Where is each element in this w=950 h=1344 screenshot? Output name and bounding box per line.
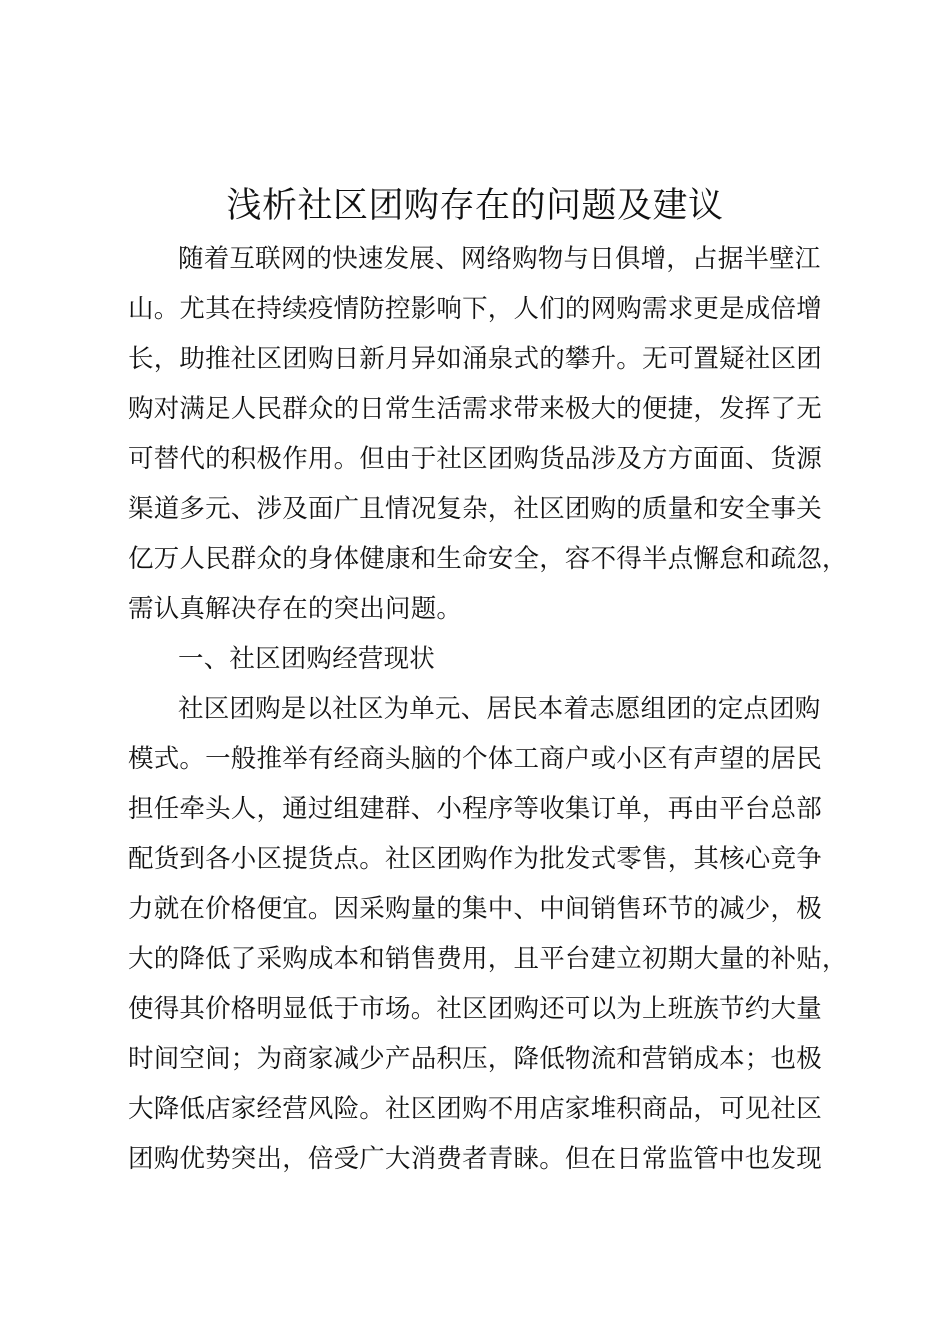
paragraph-status-line: 担任牵头人，通过组建群、小程序等收集订单，再由平台总部 <box>128 794 822 824</box>
paragraph-intro-line: 需认真解决存在的突出问题。 <box>128 594 463 624</box>
document-title: 浅析社区团购存在的问题及建议 <box>226 186 724 226</box>
paragraph-status-line: 社区团购是以社区为单元、居民本着志愿组团的定点团购 <box>178 694 821 724</box>
paragraph-status-line: 模式。一般推举有经商头脑的个体工商户或小区有声望的居民 <box>128 744 822 774</box>
paragraph-intro-line: 亿万人民群众的身体健康和生命安全，容不得半点懈怠和疏忽， <box>128 544 848 574</box>
paragraph-status-line: 大的降低了采购成本和销售费用，且平台建立初期大量的补贴， <box>128 944 848 974</box>
paragraph-intro-line: 长，助推社区团购日新月异如涌泉式的攀升。无可置疑社区团 <box>128 344 822 374</box>
paragraph-status-line: 使得其价格明显低于市场。社区团购还可以为上班族节约大量 <box>128 994 822 1024</box>
paragraph-intro-line: 购对满足人民群众的日常生活需求带来极大的便捷，发挥了无 <box>128 394 822 424</box>
paragraph-intro-line: 随着互联网的快速发展、网络购物与日俱增，占据半壁江 <box>178 244 821 274</box>
paragraph-status-line: 团购优势突出，倍受广大消费者青睐。但在日常监管中也发现 <box>128 1144 822 1174</box>
paragraph-status-line: 配货到各小区提货点。社区团购作为批发式零售，其核心竞争 <box>128 844 822 874</box>
paragraph-status-line: 力就在价格便宜。因采购量的集中、中间销售环节的减少，极 <box>128 894 822 924</box>
document-body <box>128 234 863 1184</box>
paragraph-intro-line: 渠道多元、涉及面广且情况复杂，社区团购的质量和安全事关 <box>128 494 822 524</box>
paragraph-status-line: 时间空间；为商家减少产品积压，降低物流和营销成本；也极 <box>128 1044 822 1074</box>
paragraph-intro-line: 可替代的积极作用。但由于社区团购货品涉及方方面面、货源 <box>128 444 822 474</box>
paragraph-intro-line: 山。尤其在持续疫情防控影响下，人们的网购需求更是成倍增 <box>128 294 822 324</box>
section-heading: 一、社区团购经营现状 <box>178 644 436 674</box>
paragraph-status-line: 大降低店家经营风险。社区团购不用店家堆积商品，可见社区 <box>128 1094 822 1124</box>
